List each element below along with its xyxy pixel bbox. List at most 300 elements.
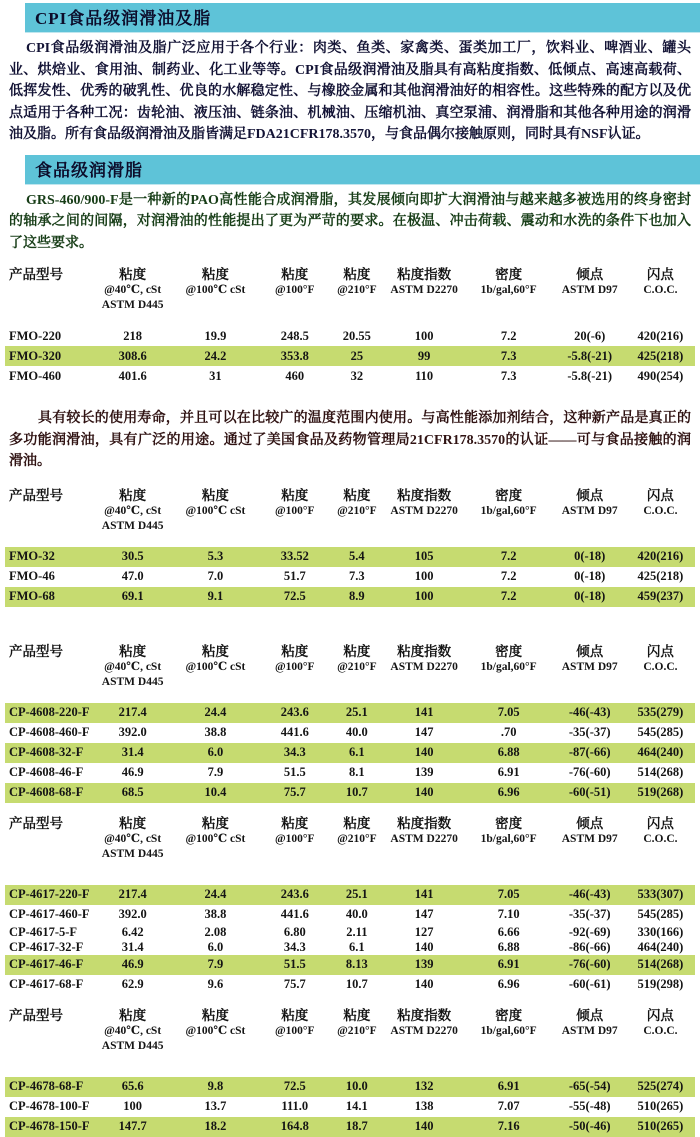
table-row bbox=[5, 783, 695, 803]
value-cell: 10.7 bbox=[345, 977, 368, 991]
value-cell: 32 bbox=[350, 368, 364, 383]
value-cell: 38.8 bbox=[204, 907, 227, 921]
value-cell: 353.8 bbox=[280, 348, 309, 363]
table-row bbox=[5, 905, 695, 925]
value-cell: 164.8 bbox=[280, 1119, 309, 1133]
product-table-fmo-high bbox=[5, 266, 695, 386]
value-cell: 147 bbox=[414, 725, 434, 739]
value-cell: 545(285) bbox=[637, 725, 684, 739]
header-cell bbox=[464, 487, 554, 534]
value-cell: 6.1 bbox=[349, 745, 365, 759]
header-subline: ASTM D97 bbox=[561, 660, 618, 673]
header-cell bbox=[95, 1007, 171, 1054]
header-subline: ASTM D97 bbox=[561, 284, 618, 296]
header-cell bbox=[95, 266, 171, 313]
value-cell: 20.55 bbox=[342, 328, 371, 343]
value-cell: 7.07 bbox=[497, 1099, 520, 1113]
header-label: 密度 bbox=[495, 643, 523, 659]
value-cell: 308.6 bbox=[118, 348, 147, 363]
header-label: 密度 bbox=[495, 815, 523, 831]
product-model-cell: FMO-32 bbox=[9, 549, 55, 563]
value-cell: 8.1 bbox=[349, 765, 365, 779]
product-model-cell: FMO-46 bbox=[9, 569, 55, 583]
value-cell: 8.13 bbox=[345, 957, 368, 971]
value-cell: 19.9 bbox=[204, 328, 227, 343]
header-cell bbox=[260, 815, 329, 862]
header-cell bbox=[384, 815, 463, 862]
table-row bbox=[5, 763, 695, 783]
header-subline: @210°F bbox=[337, 660, 377, 673]
table-row bbox=[5, 743, 695, 763]
header-cell bbox=[464, 815, 554, 862]
header-subline: C.O.C. bbox=[643, 832, 678, 845]
value-cell: 7.05 bbox=[497, 705, 520, 719]
value-cell: 7.3 bbox=[500, 368, 517, 383]
value-cell: 441.6 bbox=[280, 907, 309, 921]
header-label: 粘度 bbox=[281, 487, 309, 503]
table-body bbox=[5, 703, 695, 803]
value-cell: 243.6 bbox=[280, 705, 309, 719]
value-cell: 100 bbox=[414, 328, 434, 343]
header-cell bbox=[464, 643, 554, 690]
value-cell: 0(-18) bbox=[574, 549, 606, 563]
header-subline: @100℃ cSt bbox=[185, 832, 246, 845]
value-cell: 140 bbox=[414, 745, 434, 759]
value-cell: 519(298) bbox=[637, 977, 684, 991]
header-subline: ASTM D445 bbox=[101, 1039, 164, 1052]
header-cell bbox=[171, 643, 261, 690]
value-cell: 25.1 bbox=[345, 705, 368, 719]
value-cell: 110 bbox=[415, 368, 434, 383]
value-cell: 7.9 bbox=[207, 765, 224, 779]
header-cell bbox=[260, 487, 329, 534]
header-subline: 1b/gal,60°F bbox=[480, 832, 537, 845]
product-model-cell: CP-4608-220-F bbox=[9, 705, 90, 719]
value-cell: 141 bbox=[414, 887, 434, 901]
header-subline: C.O.C. bbox=[643, 1024, 678, 1037]
value-cell: 10.0 bbox=[345, 1079, 368, 1093]
value-cell: 2.08 bbox=[204, 924, 227, 939]
value-cell: 14.1 bbox=[345, 1099, 368, 1113]
header-subline: @100℃ cSt bbox=[185, 504, 246, 517]
header-subline: 1b/gal,60°F bbox=[480, 1024, 537, 1037]
header-cell-model: 产品型号 bbox=[9, 267, 63, 282]
value-cell: -55(-48) bbox=[568, 1099, 611, 1113]
section-title-grease: 食品级润滑脂 bbox=[25, 155, 700, 185]
header-cell-model: 产品型号 bbox=[9, 487, 63, 503]
header-subline: ASTM D97 bbox=[561, 1024, 618, 1037]
value-cell: 24.4 bbox=[204, 705, 227, 719]
value-cell: 62.9 bbox=[121, 977, 144, 991]
value-cell: 105 bbox=[414, 549, 434, 563]
product-model-cell: FMO-460 bbox=[9, 368, 62, 383]
header-cell bbox=[95, 487, 171, 534]
header-cell-model: 产品型号 bbox=[9, 643, 63, 659]
value-cell: 6.66 bbox=[497, 924, 520, 939]
product-model-cell: CP-4617-32-F bbox=[9, 939, 84, 954]
value-cell: 6.91 bbox=[497, 765, 520, 779]
value-cell: 99 bbox=[417, 348, 431, 363]
product-model-cell: CP-4617-460-F bbox=[9, 907, 90, 921]
header-cell bbox=[329, 487, 384, 534]
product-model-cell: FMO-220 bbox=[9, 328, 62, 343]
table-header bbox=[5, 1007, 695, 1077]
value-cell: 140 bbox=[414, 1119, 434, 1133]
value-cell: 218 bbox=[123, 328, 142, 343]
table-row bbox=[5, 547, 695, 567]
value-cell: 34.3 bbox=[283, 939, 306, 954]
header-subline: ASTM D2270 bbox=[390, 504, 458, 517]
header-label: 粘度 bbox=[281, 815, 309, 831]
value-cell: -86(-66) bbox=[568, 939, 611, 954]
value-cell: 514(268) bbox=[637, 765, 684, 779]
value-cell: 72.5 bbox=[283, 589, 306, 603]
table-body bbox=[5, 326, 695, 386]
value-cell: 51.5 bbox=[283, 765, 306, 779]
value-cell: -65(-54) bbox=[568, 1079, 611, 1093]
value-cell: -60(-51) bbox=[568, 785, 611, 799]
value-cell: -50(-46) bbox=[568, 1119, 611, 1133]
value-cell: 69.1 bbox=[121, 589, 144, 603]
header-subline: @100°F bbox=[274, 504, 315, 517]
header-label: 粘度 bbox=[281, 267, 309, 282]
header-label: 倾点 bbox=[576, 267, 604, 282]
header-cell bbox=[553, 643, 625, 690]
value-cell: 7.0 bbox=[207, 569, 224, 583]
value-cell: 464(240) bbox=[637, 745, 684, 759]
header-subline: @40℃, cSt bbox=[104, 284, 162, 296]
table-row bbox=[5, 567, 695, 587]
value-cell: 420(216) bbox=[637, 328, 684, 343]
header-subline: @40℃, cSt bbox=[104, 660, 162, 673]
header-label: 粘度 bbox=[201, 643, 229, 659]
header-label: 倾点 bbox=[576, 487, 604, 503]
value-cell: 75.7 bbox=[283, 785, 306, 799]
header-label: 闪点 bbox=[646, 643, 674, 659]
value-cell: 217.4 bbox=[118, 887, 147, 901]
header-label: 粘度 bbox=[119, 487, 147, 503]
product-table-cp4617 bbox=[5, 815, 695, 995]
product-table-fmo-low bbox=[5, 487, 695, 607]
product-model-cell: CP-4617-68-F bbox=[9, 977, 84, 991]
value-cell: -35(-37) bbox=[568, 907, 611, 921]
value-cell: 6.96 bbox=[497, 977, 520, 991]
value-cell: -92(-69) bbox=[568, 924, 611, 939]
value-cell: 0(-18) bbox=[574, 569, 606, 583]
header-cell bbox=[95, 815, 171, 862]
value-cell: 392.0 bbox=[118, 725, 147, 739]
value-cell: 18.2 bbox=[204, 1119, 227, 1133]
header-subline: @40℃, cSt bbox=[104, 504, 162, 517]
header-cell bbox=[171, 266, 261, 313]
header-label: 闪点 bbox=[646, 1007, 674, 1023]
header-label: 粘度 bbox=[201, 487, 229, 503]
value-cell: 6.96 bbox=[497, 785, 520, 799]
value-cell: 9.6 bbox=[207, 977, 224, 991]
header-subline: @100℃ cSt bbox=[185, 660, 246, 673]
table-row bbox=[5, 587, 695, 607]
value-cell: 6.1 bbox=[349, 939, 365, 954]
table-row bbox=[5, 1077, 695, 1097]
value-cell: 6.88 bbox=[497, 939, 520, 954]
header-label: 闪点 bbox=[646, 487, 674, 503]
header-subline: 1b/gal,60°F bbox=[480, 284, 537, 296]
header-label: 粘度 bbox=[119, 267, 147, 282]
header-subline: @100°F bbox=[274, 284, 315, 296]
value-cell: 519(268) bbox=[637, 785, 684, 799]
value-cell: 459(237) bbox=[637, 589, 684, 603]
header-cell bbox=[626, 643, 695, 690]
value-cell: 132 bbox=[414, 1079, 434, 1093]
product-model-cell: CP-4617-220-F bbox=[9, 887, 90, 901]
header-subline: ASTM D445 bbox=[101, 675, 164, 688]
value-cell: 420(216) bbox=[637, 549, 684, 563]
value-cell: 33.52 bbox=[280, 549, 309, 563]
value-cell: 40.0 bbox=[345, 907, 368, 921]
product-model-cell: CP-4678-150-F bbox=[9, 1119, 90, 1133]
product-model-cell: CP-4608-460-F bbox=[9, 725, 90, 739]
header-subline: @210°F bbox=[337, 504, 377, 517]
header-label: 密度 bbox=[495, 487, 523, 503]
value-cell: 7.3 bbox=[349, 569, 365, 583]
header-label: 粘度 bbox=[119, 1007, 147, 1023]
header-subline: @100°F bbox=[274, 1024, 315, 1037]
value-cell: 6.88 bbox=[497, 745, 520, 759]
header-subline: @40℃, cSt bbox=[104, 1024, 162, 1037]
value-cell: 72.5 bbox=[283, 1079, 306, 1093]
value-cell: 47.0 bbox=[121, 569, 144, 583]
table-body bbox=[5, 885, 695, 995]
header-label: 密度 bbox=[495, 267, 523, 282]
header-cell-model: 产品型号 bbox=[9, 1007, 63, 1023]
value-cell: 13.7 bbox=[204, 1099, 227, 1113]
value-cell: 51.7 bbox=[283, 569, 306, 583]
value-cell: 510(265) bbox=[637, 1119, 684, 1133]
product-table-cp4608 bbox=[5, 643, 695, 803]
value-cell: -46(-43) bbox=[568, 887, 611, 901]
header-subline: @210°F bbox=[337, 832, 377, 845]
header-cell bbox=[171, 487, 261, 534]
value-cell: 7.3 bbox=[500, 348, 517, 363]
header-subline: @40℃, cSt bbox=[104, 832, 162, 845]
header-cell bbox=[553, 266, 625, 313]
value-cell: 140 bbox=[414, 977, 434, 991]
value-cell: 6.42 bbox=[121, 924, 144, 939]
table-row bbox=[5, 940, 695, 955]
value-cell: 100 bbox=[414, 589, 434, 603]
header-label: 粘度 bbox=[343, 1007, 371, 1023]
value-cell: 514(268) bbox=[637, 957, 684, 971]
value-cell: -60(-61) bbox=[568, 977, 611, 991]
header-label: 粘度指数 bbox=[397, 267, 452, 282]
value-cell: 330(166) bbox=[637, 924, 684, 939]
header-cell bbox=[171, 1007, 261, 1054]
header-subline: ASTM D97 bbox=[561, 832, 618, 845]
header-cell bbox=[260, 1007, 329, 1054]
header-subline: @210°F bbox=[337, 1024, 377, 1037]
header-subline: C.O.C. bbox=[643, 284, 678, 296]
header-subline: C.O.C. bbox=[643, 660, 678, 673]
header-label: 粘度 bbox=[343, 643, 371, 659]
header-label: 闪点 bbox=[646, 815, 674, 831]
oil-description-paragraph: 具有较长的使用寿命，并且可以在比较广的温度范围内使用。与高性能添加剂结合，这种新产品是真正的多功能润滑油，具有广泛的用途。通过了美国食品及药物管理局21CFR178.3570的认证——可与食品接触的润滑油。 bbox=[9, 411, 691, 469]
header-label: 闪点 bbox=[646, 267, 674, 282]
value-cell: 141 bbox=[414, 705, 434, 719]
header-cell bbox=[171, 815, 261, 862]
header-cell bbox=[626, 815, 695, 862]
table-row bbox=[5, 1097, 695, 1117]
value-cell: 138 bbox=[414, 1099, 434, 1113]
header-subline: @100°F bbox=[274, 832, 315, 845]
header-label: 倾点 bbox=[576, 1007, 604, 1023]
header-label: 粘度 bbox=[201, 1007, 229, 1023]
value-cell: 31.4 bbox=[121, 939, 144, 954]
value-cell: 392.0 bbox=[118, 907, 147, 921]
header-subline: @100°F bbox=[274, 660, 315, 673]
value-cell: 0(-18) bbox=[574, 589, 606, 603]
header-subline: ASTM D2270 bbox=[390, 660, 458, 673]
header-cell bbox=[260, 643, 329, 690]
header-label: 密度 bbox=[495, 1007, 523, 1023]
value-cell: -5.8(-21) bbox=[567, 368, 613, 383]
table-header bbox=[5, 643, 695, 703]
value-cell: 545(285) bbox=[637, 907, 684, 921]
value-cell: 68.5 bbox=[121, 785, 144, 799]
table-row bbox=[5, 346, 695, 366]
value-cell: -46(-43) bbox=[568, 705, 611, 719]
value-cell: 24.2 bbox=[204, 348, 227, 363]
table-header bbox=[5, 266, 695, 326]
table-row bbox=[5, 925, 695, 940]
header-cell-model: 产品型号 bbox=[9, 815, 63, 831]
header-label: 粘度 bbox=[201, 815, 229, 831]
value-cell: 100 bbox=[414, 569, 434, 583]
header-cell bbox=[384, 643, 463, 690]
intro-paragraph: CPI食品级润滑油及脂广泛应用于各个行业：肉类、鱼类、家禽类、蛋类加工厂，饮料业、啤酒业、罐头业、烘焙业、食用油、制药业、化工业等等。CPI食品级润滑油及脂具有高粘度指数、低倾点、高速高载荷、低挥发性、优秀的破乳性、优良的水解稳定性、与橡胶金属和其他润滑油好的相容性。这些特殊的配方以及优点适用于各种工况：齿轮油、液压油、链条油、机械油、压缩机油、真空泵浦、润滑脂和其他各种用途的润滑油及脂。所有食品级润滑油及脂皆满足FDA21CFR178.3570，与食品偶尔接触原则，同时具有NSF认证。 bbox=[9, 41, 691, 142]
header-subline: ASTM D2270 bbox=[390, 1024, 458, 1037]
value-cell: 6.91 bbox=[497, 1079, 520, 1093]
value-cell: 490(254) bbox=[637, 368, 684, 383]
header-label: 粘度 bbox=[119, 815, 147, 831]
value-cell: -5.8(-21) bbox=[567, 348, 613, 363]
header-subline: 1b/gal,60°F bbox=[480, 504, 537, 517]
header-cell bbox=[384, 266, 463, 313]
value-cell: 24.4 bbox=[204, 887, 227, 901]
header-label: 粘度 bbox=[201, 267, 229, 282]
value-cell: 5.4 bbox=[349, 549, 365, 563]
header-label: 倾点 bbox=[576, 643, 604, 659]
value-cell: 100 bbox=[123, 1099, 142, 1113]
table-row bbox=[5, 955, 695, 975]
header-cell bbox=[329, 815, 384, 862]
value-cell: 533(307) bbox=[637, 887, 684, 901]
value-cell: 147 bbox=[414, 907, 434, 921]
header-subline: ASTM D97 bbox=[561, 504, 618, 517]
value-cell: 30.5 bbox=[121, 549, 144, 563]
value-cell: 147.7 bbox=[118, 1119, 147, 1133]
value-cell: 460 bbox=[285, 368, 305, 383]
value-cell: 75.7 bbox=[283, 977, 306, 991]
value-cell: 248.5 bbox=[280, 328, 309, 343]
header-label: 粘度指数 bbox=[397, 643, 452, 659]
product-model-cell: CP-4617-5-F bbox=[9, 924, 78, 939]
product-table-cp4678 bbox=[5, 1007, 695, 1137]
grease-description-paragraph: GRS-460/900-F是一种新的PAO高性能合成润滑脂，其发展倾向即扩大润滑油与越来越多被选用的终身密封的轴承之间的间隔，对润滑油的性能提出了更为严苛的要求。在极温、冲击荷载、震动和水洗的条件下也加入了这些要求。 bbox=[9, 192, 691, 251]
value-cell: 127 bbox=[414, 924, 434, 939]
value-cell: 2.11 bbox=[346, 924, 368, 939]
value-cell: -76(-60) bbox=[568, 765, 611, 779]
value-cell: 7.2 bbox=[500, 589, 517, 603]
header-label: 粘度 bbox=[343, 815, 371, 831]
value-cell: 140 bbox=[414, 939, 434, 954]
header-label: 粘度 bbox=[119, 643, 147, 659]
value-cell: 217.4 bbox=[118, 705, 147, 719]
value-cell: 31 bbox=[209, 368, 222, 383]
header-cell bbox=[329, 643, 384, 690]
header-label: 粘度 bbox=[281, 643, 309, 659]
value-cell: 65.6 bbox=[121, 1079, 144, 1093]
header-cell bbox=[329, 1007, 384, 1054]
product-model-cell: CP-4608-32-F bbox=[9, 745, 84, 759]
value-cell: 7.2 bbox=[500, 569, 517, 583]
header-cell bbox=[95, 643, 171, 690]
value-cell: 18.7 bbox=[345, 1119, 368, 1133]
header-cell bbox=[329, 266, 384, 313]
product-model-cell: FMO-68 bbox=[9, 589, 55, 603]
product-model-cell: CP-4678-100-F bbox=[9, 1099, 90, 1113]
value-cell: 7.2 bbox=[500, 328, 517, 343]
product-model-cell: FMO-320 bbox=[9, 348, 62, 363]
header-label: 粘度指数 bbox=[397, 487, 452, 503]
product-model-cell: CP-4678-68-F bbox=[9, 1079, 84, 1093]
header-label: 粘度 bbox=[281, 1007, 309, 1023]
header-cell bbox=[553, 1007, 625, 1054]
value-cell: 38.8 bbox=[204, 725, 227, 739]
value-cell: 140 bbox=[414, 785, 434, 799]
value-cell: 34.3 bbox=[283, 745, 306, 759]
table-row bbox=[5, 885, 695, 905]
header-subline: ASTM D445 bbox=[101, 847, 164, 860]
value-cell: 51.5 bbox=[283, 957, 306, 971]
table-body bbox=[5, 1077, 695, 1137]
value-cell: 25 bbox=[350, 348, 364, 363]
value-cell: 139 bbox=[414, 765, 434, 779]
value-cell: 8.9 bbox=[349, 589, 365, 603]
header-label: 倾点 bbox=[576, 815, 604, 831]
value-cell: 401.6 bbox=[118, 368, 147, 383]
header-subline: @100℃ cSt bbox=[185, 284, 246, 296]
value-cell: 46.9 bbox=[121, 957, 144, 971]
header-subline: ASTM D2270 bbox=[390, 832, 458, 845]
value-cell: 7.2 bbox=[500, 549, 517, 563]
value-cell: 10.7 bbox=[345, 785, 368, 799]
value-cell: -76(-60) bbox=[568, 957, 611, 971]
value-cell: .70 bbox=[500, 725, 517, 739]
value-cell: 46.9 bbox=[121, 765, 144, 779]
value-cell: 111.0 bbox=[281, 1099, 309, 1113]
value-cell: 10.4 bbox=[204, 785, 227, 799]
header-cell bbox=[553, 815, 625, 862]
table-row bbox=[5, 703, 695, 723]
product-model-cell: CP-4608-46-F bbox=[9, 765, 84, 779]
header-cell bbox=[626, 1007, 695, 1054]
header-subline: ASTM D445 bbox=[101, 299, 164, 311]
value-cell: -87(-66) bbox=[568, 745, 611, 759]
value-cell: 9.8 bbox=[207, 1079, 224, 1093]
header-subline: ASTM D2270 bbox=[390, 284, 458, 296]
header-cell bbox=[260, 266, 329, 313]
header-cell bbox=[553, 487, 625, 534]
